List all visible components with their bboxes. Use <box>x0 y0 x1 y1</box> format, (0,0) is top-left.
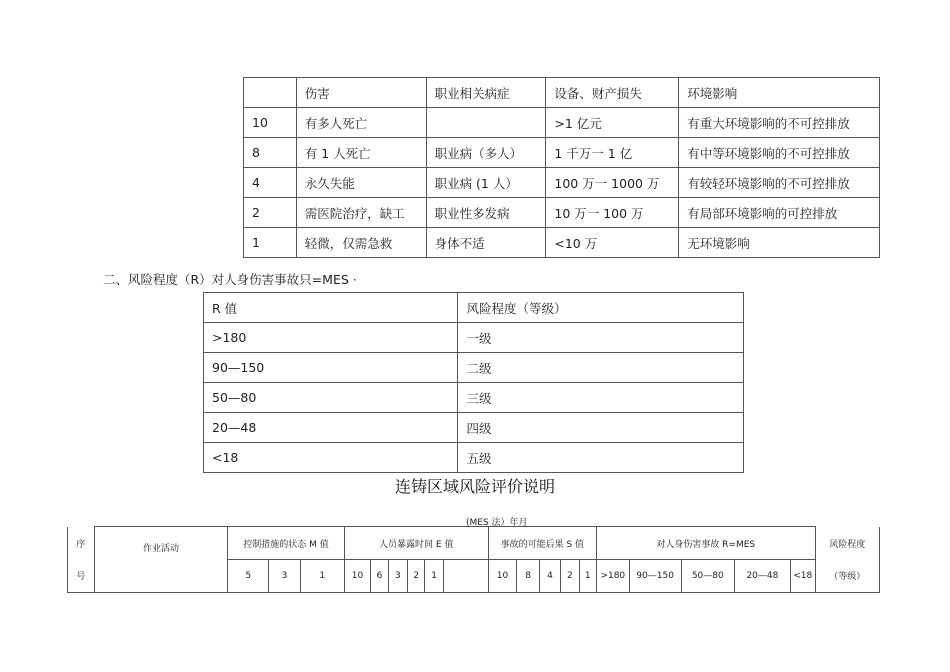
table-cell: 二级 <box>458 353 744 383</box>
header-cell <box>244 78 297 108</box>
table-cell: 1 千万一 1 亿 <box>546 138 679 168</box>
r-value-cell: 20—48 <box>734 560 790 593</box>
table-cell: 50—80 <box>204 383 458 413</box>
s-value-header: 事故的可能后果 S 值 <box>488 527 596 560</box>
section-note: 二、风险程度（R）对人身伤害事故只=MES · <box>103 272 357 287</box>
s-value-cell: 4 <box>539 560 560 593</box>
header-cell: 职业相关病症 <box>426 78 546 108</box>
seq-header: 序 <box>68 527 95 560</box>
r-value-cell: 90—150 <box>629 560 681 593</box>
header-cell: 环境影响 <box>679 78 880 108</box>
table-cell: 有重大环境影响的不可控排放 <box>679 108 880 138</box>
e-value-cell: 10 <box>344 560 371 593</box>
table-row <box>204 383 744 413</box>
table-cell: >180 <box>204 323 458 353</box>
header-cell: 风险程度（等级） <box>458 293 744 323</box>
table-cell: 100 万一 1000 万 <box>546 168 679 198</box>
table-cell: 有较轻环境影响的不可控排放 <box>679 168 880 198</box>
table-cell: 职业性多发病 <box>426 198 546 228</box>
table-cell: 10 万一 100 万 <box>546 198 679 228</box>
table-header-row <box>244 78 880 108</box>
table-cell: 8 <box>244 138 297 168</box>
table-cell: 职业病 (1 人） <box>426 168 546 198</box>
table-header-row <box>68 527 880 560</box>
s-value-cell: 2 <box>561 560 579 593</box>
table-cell: 无环境影响 <box>679 228 880 258</box>
r-value-cell: 50—80 <box>681 560 734 593</box>
table-cell: 五级 <box>458 443 744 473</box>
header-cell: 伤害 <box>296 78 426 108</box>
table-cell: 永久失能 <box>296 168 426 198</box>
activity-header: 作业活动 <box>94 527 228 593</box>
table-cell: >1 亿元 <box>546 108 679 138</box>
table-cell: 20—48 <box>204 413 458 443</box>
table-row <box>204 323 744 353</box>
seq-header-cont: 号 <box>68 560 95 593</box>
table-row <box>244 138 880 168</box>
s-value-cell: 1 <box>579 560 596 593</box>
evaluation-table <box>67 526 880 593</box>
table-header-row <box>204 293 744 323</box>
table-row <box>204 413 744 443</box>
table-row <box>204 353 744 383</box>
table-row <box>204 443 744 473</box>
table-cell: 1 <box>244 228 297 258</box>
e-value-cell: 3 <box>388 560 407 593</box>
m-value-cell: 5 <box>228 560 269 593</box>
table-cell: 90—150 <box>204 353 458 383</box>
table-cell: 身体不适 <box>426 228 546 258</box>
table-cell: 一级 <box>458 323 744 353</box>
table-row <box>244 108 880 138</box>
table-cell: <10 万 <box>546 228 679 258</box>
header-cell: 设备、财产损失 <box>546 78 679 108</box>
table-cell: 有中等环境影响的不可控排放 <box>679 138 880 168</box>
table-cell: 有 1 人死亡 <box>296 138 426 168</box>
e-value-cell: 6 <box>371 560 388 593</box>
table-cell: 四级 <box>458 413 744 443</box>
risk-level-header-cont: （等级） <box>815 560 880 593</box>
table-cell: 需医院治疗，缺工 <box>296 198 426 228</box>
risk-level-header: 风险程度 <box>815 527 880 560</box>
table-row <box>244 198 880 228</box>
table-row <box>244 228 880 258</box>
m-value-cell: 1 <box>300 560 344 593</box>
table-cell: 10 <box>244 108 297 138</box>
table-cell: 2 <box>244 198 297 228</box>
r-value-cell: <18 <box>791 560 816 593</box>
r-value-cell: >180 <box>596 560 629 593</box>
table-cell: 轻微，仅需急救 <box>296 228 426 258</box>
s-value-cell: 10 <box>488 560 517 593</box>
document-subtitle: (MES 法）年月 <box>466 518 528 528</box>
e-value-cell: 2 <box>408 560 425 593</box>
table-cell: 4 <box>244 168 297 198</box>
table-cell: 有多人死亡 <box>296 108 426 138</box>
table-cell <box>426 108 546 138</box>
table-cell: 三级 <box>458 383 744 413</box>
e-value-header: 人员暴露时间 E 值 <box>344 527 488 560</box>
document-title: 连铸区域风险评价说明 <box>394 477 555 496</box>
table-row <box>244 168 880 198</box>
header-cell: R 值 <box>204 293 458 323</box>
s-value-cell: 8 <box>517 560 539 593</box>
r-value-header: 对人身伤害事故 R=MES <box>596 527 815 560</box>
table-cell: 职业病（多人） <box>426 138 546 168</box>
table-cell: <18 <box>204 443 458 473</box>
risk-level-table <box>203 292 744 473</box>
e-value-cell-empty <box>443 560 488 593</box>
m-value-cell: 3 <box>269 560 301 593</box>
e-value-cell: 1 <box>425 560 443 593</box>
m-value-header: 控制措施的状态 M 值 <box>228 527 344 560</box>
severity-table <box>243 77 880 258</box>
table-cell: 有局部环境影响的可控排放 <box>679 198 880 228</box>
